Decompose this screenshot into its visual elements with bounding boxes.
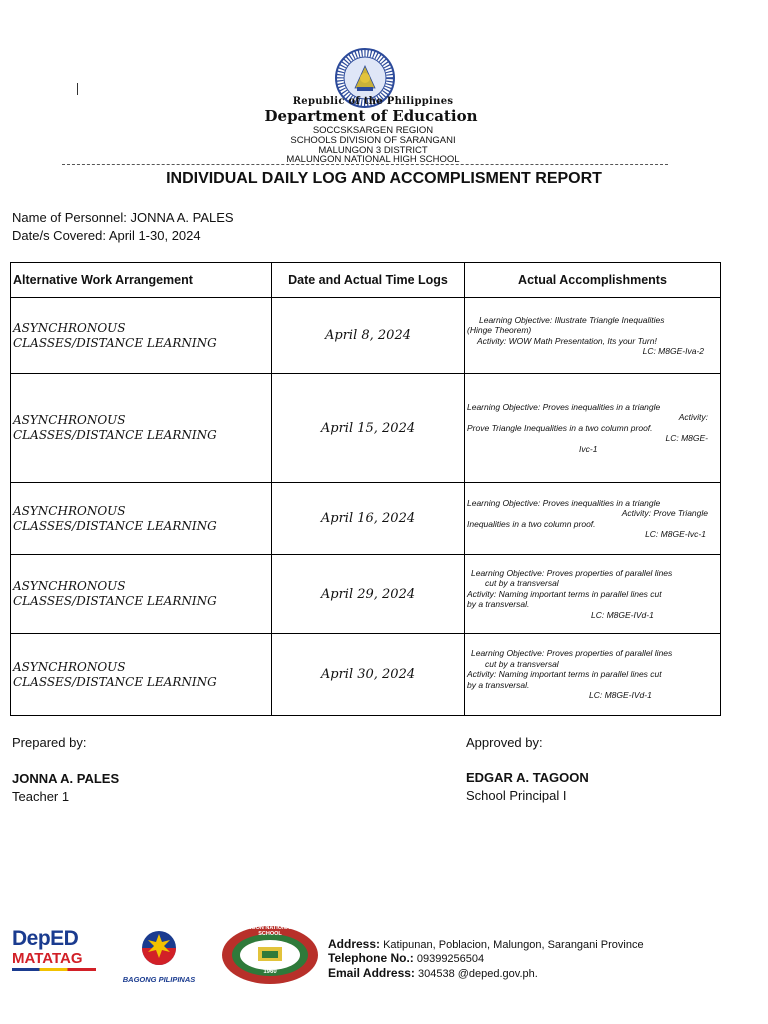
- report-title: INDIVIDUAL DAILY LOG AND ACCOMPLISMENT REPORT: [166, 170, 602, 187]
- deped-logo-text: DepED: [12, 927, 79, 950]
- matatag-logo-text: MATATAG: [12, 950, 83, 967]
- arrangement-line: CLASSES/DISTANCE LEARNING: [13, 518, 217, 533]
- accomplishment-line: Learning Objective: Proves inequalities in a triangle: [467, 497, 661, 508]
- region-label: SOCCSKSARGEN REGION: [312, 125, 434, 136]
- accomplishment-cell: [465, 634, 721, 716]
- accomplishment-line: LC: M8GE-Iva-2: [642, 346, 704, 356]
- accomplishment-line: by a transversal.: [467, 599, 530, 610]
- accomplishment-line: LC: M8GE-IVd-1: [591, 609, 654, 620]
- prepared-by-title: Teacher 1: [12, 789, 70, 804]
- prepared-by-label: Prepared by:: [12, 735, 87, 750]
- daily-log-table: [10, 262, 721, 716]
- arrangement-cell: [11, 298, 272, 374]
- footer-telephone: [328, 951, 484, 967]
- email-value: 304538 @deped.gov.ph.: [417, 968, 538, 980]
- footer-email: [328, 966, 538, 982]
- table-row: [11, 634, 721, 716]
- approved-by-name: EDGAR A. TAGOON: [466, 770, 589, 785]
- bagong-pilipinas-sun-icon: [114, 928, 204, 970]
- address-label: Address:: [328, 937, 381, 951]
- column-header-accomplishments: Actual Accomplishments: [465, 263, 721, 298]
- arrangement-cell: [11, 634, 272, 716]
- arrangement-line: CLASSES/DISTANCE LEARNING: [13, 674, 217, 689]
- accomplishment-line: Activity: Naming important terms in parallel lines cut: [467, 669, 662, 680]
- prepared-by-name: JONNA A. PALES: [12, 771, 120, 786]
- approved-by-title: School Principal I: [466, 788, 567, 803]
- accomplishment-cell: [465, 298, 721, 374]
- date-cell: April 30, 2024: [272, 634, 465, 716]
- arrangement-line: CLASSES/DISTANCE LEARNING: [13, 335, 217, 350]
- arrangement-line: CLASSES/DISTANCE LEARNING: [13, 428, 217, 442]
- arrangement-line: ASYNCHRONOUS: [13, 503, 126, 518]
- accomplishment-line: Inequalities in a two column proof.: [467, 518, 596, 529]
- accomplishment-cell: [465, 483, 721, 555]
- personnel-name: Name of Personnel: JONNA A. PALES: [12, 210, 234, 225]
- table-row: [11, 555, 721, 634]
- accomplishment-line: LC: M8GE-Ivc-1: [645, 529, 706, 539]
- arrangement-line: CLASSES/DISTANCE LEARNING: [13, 594, 217, 608]
- arrangement-line: ASYNCHRONOUS: [13, 320, 126, 335]
- arrangement-cell: [11, 555, 272, 634]
- accomplishment-line: Activity:: [678, 412, 708, 423]
- address-value: Katipunan, Poblacion, Malungon, Sarangani Province: [383, 939, 644, 951]
- table-header-row: [11, 263, 721, 298]
- accomplishment-line: cut by a transversal: [485, 658, 559, 669]
- arrangement-cell: [11, 374, 272, 483]
- text-cursor: [77, 83, 78, 95]
- table-row: [11, 374, 721, 483]
- email-label: Email Address:: [328, 966, 415, 980]
- school-seal-text: MALUNGON NATIONAL HIGH SCHOOL: [231, 925, 309, 937]
- accomplishment-cell: [465, 374, 721, 483]
- accomplishment-line: Ivc-1: [579, 443, 598, 454]
- accomplishment-line: by a transversal.: [467, 679, 530, 690]
- school-seal: [220, 925, 320, 985]
- accomplishment-line: (Hinge Theorem): [467, 325, 532, 335]
- accomplishment-line: LC: M8GE-IVd-1: [589, 690, 652, 701]
- header-divider: [62, 164, 668, 165]
- accomplishment-line: Learning Objective: Proves inequalities in a triangle: [467, 401, 661, 412]
- department-label: Department of Education: [264, 107, 478, 125]
- accomplishment-line: Learning Objective: Proves properties of parallel lines: [471, 567, 673, 578]
- dates-covered: Date/s Covered: April 1-30, 2024: [12, 228, 201, 243]
- accomplishment-line: Learning Objective: Proves properties of parallel lines: [471, 648, 673, 659]
- republic-label: Republic of the Philippines: [292, 96, 454, 107]
- logo-stripe: [12, 968, 96, 971]
- table-row: [11, 298, 721, 374]
- school-seal-year: 1960: [263, 969, 277, 975]
- column-header-date: Date and Actual Time Logs: [272, 263, 465, 298]
- arrangement-cell: [11, 483, 272, 555]
- table-row: [11, 483, 721, 555]
- accomplishment-line: Activity: Prove Triangle: [621, 508, 708, 518]
- accomplishment-line: Prove Triangle Inequalities in a two column proof.: [467, 422, 653, 433]
- division-label: SCHOOLS DIVISION OF SARANGANI: [290, 135, 456, 146]
- accomplishment-line: LC: M8GE-: [665, 433, 708, 444]
- date-cell: April 29, 2024: [272, 555, 465, 634]
- approved-by-label: Approved by:: [466, 735, 543, 750]
- date-cell: April 16, 2024: [272, 483, 465, 555]
- bagong-logo-text: BAGONG PILIPINAS: [122, 975, 196, 984]
- accomplishment-line: cut by a transversal: [485, 578, 559, 589]
- telephone-label: Telephone No.:: [328, 951, 414, 965]
- column-header-arrangement: Alternative Work Arrangement: [11, 263, 272, 298]
- arrangement-line: ASYNCHRONOUS: [13, 413, 126, 427]
- arrangement-line: ASYNCHRONOUS: [13, 659, 126, 674]
- deped-matatag-logo: [12, 928, 102, 980]
- accomplishment-line: Activity: WOW Math Presentation, Its your Turn!: [477, 335, 657, 346]
- arrangement-line: ASYNCHRONOUS: [13, 579, 126, 593]
- school-label: MALUNGON NATIONAL HIGH SCHOOL: [286, 154, 460, 165]
- accomplishment-cell: [465, 555, 721, 634]
- accomplishment-line: Activity: Naming important terms in parallel lines cut: [467, 588, 662, 599]
- date-cell: April 8, 2024: [272, 298, 465, 374]
- district-label: MALUNGON 3 DISTRICT: [318, 145, 428, 156]
- bagong-pilipinas-logo: [114, 928, 204, 982]
- accomplishment-line: Learning Objective: Illustrate Triangle Inequalities: [479, 314, 665, 325]
- telephone-value: 09399256504: [416, 953, 485, 965]
- date-cell: April 15, 2024: [272, 374, 465, 483]
